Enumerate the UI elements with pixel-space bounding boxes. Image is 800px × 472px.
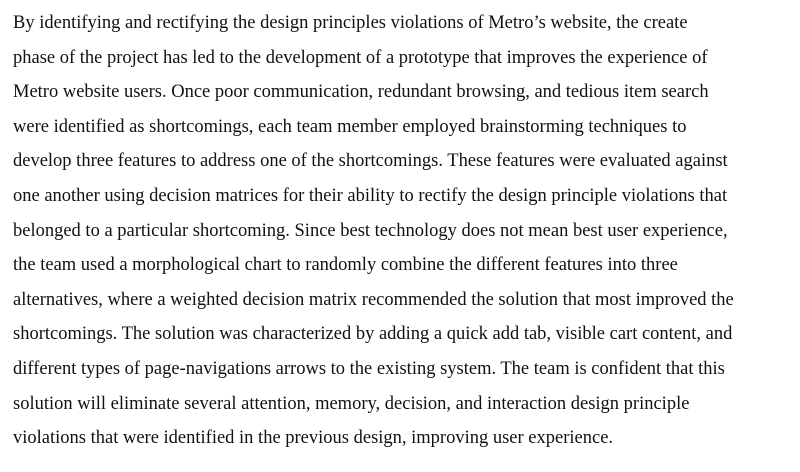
paragraph-line-13: violations that were identified in the previous design, improving user experience. [13,427,614,449]
paragraph-line-1: By identifying and rectifying the design principles violations of Metro’s website, the create [13,12,688,33]
paragraph-line-9: alternatives, where a weighted decision matrix recommended the solution that most improved the [13,288,734,310]
paragraph-line-7: belonged to a particular shortcoming. Since best technology does not mean best user experience, [13,219,728,241]
paragraph-line-2: phase of the project has led to the development of a prototype that improves the experience of [13,46,708,68]
paragraph-line-10: shortcomings. The solution was characterized by adding a quick add tab, visible cart content, and [13,323,733,345]
summary-paragraph [13,6,800,456]
paragraph-line-11: different types of page-navigations arrows to the existing system. The team is confident that this [13,357,725,379]
paragraph-line-5: develop three features to address one of the shortcomings. These features were evaluated against [13,150,728,172]
paragraph-line-3: Metro website users. Once poor communication, redundant browsing, and tedious item search [13,81,709,103]
paragraph-line-6: one another using decision matrices for their ability to rectify the design principle violations that [13,184,728,206]
paragraph-line-8: the team used a morphological chart to randomly combine the different features into three [13,254,678,276]
paragraph-line-12: solution will eliminate several attention, memory, decision, and interaction design principle [13,392,690,414]
paragraph-line-4: were identified as shortcomings, each team member employed brainstorming techniques to [13,115,687,137]
